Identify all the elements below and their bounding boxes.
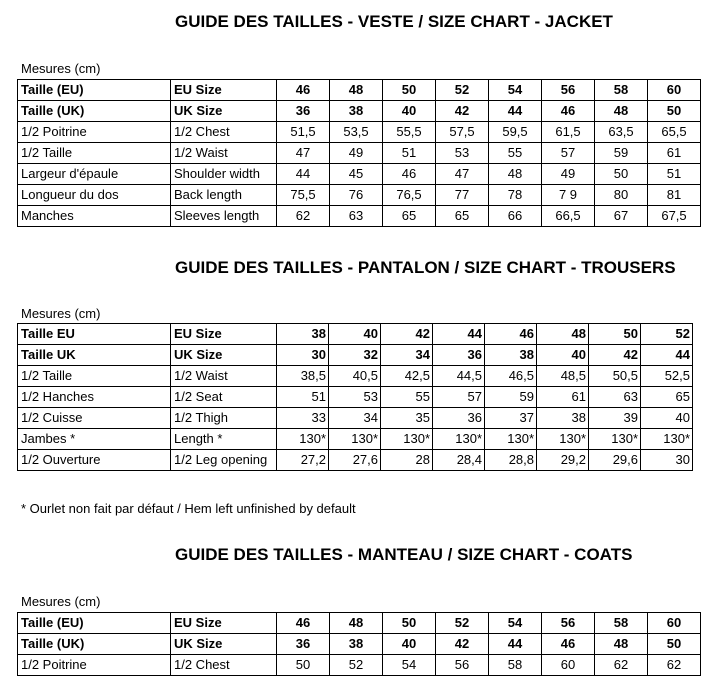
size-value-cell: 34 bbox=[381, 345, 433, 366]
row-label-fr: Taille UK bbox=[18, 345, 171, 366]
size-value-cell: 32 bbox=[329, 345, 381, 366]
size-value-cell: 30 bbox=[641, 450, 693, 471]
size-value-cell: 63,5 bbox=[595, 122, 648, 143]
size-value-cell: 61 bbox=[648, 143, 701, 164]
row-label-fr: Longueur du dos bbox=[18, 185, 171, 206]
size-value-cell: 58 bbox=[595, 80, 648, 101]
size-value-cell: 44 bbox=[489, 101, 542, 122]
row-label-fr: Taille (EU) bbox=[18, 80, 171, 101]
row-label-en: Shoulder width bbox=[171, 164, 277, 185]
jacket-unit-label: Mesures (cm) bbox=[21, 61, 101, 76]
size-value-cell: 63 bbox=[589, 387, 641, 408]
row-label-en: EU Size bbox=[171, 80, 277, 101]
size-value-cell: 28,8 bbox=[485, 450, 537, 471]
table-row bbox=[18, 387, 693, 408]
size-value-cell: 80 bbox=[595, 185, 648, 206]
size-value-cell: 33 bbox=[277, 408, 329, 429]
row-label-fr: 1/2 Ouverture bbox=[18, 450, 171, 471]
size-value-cell: 52 bbox=[641, 324, 693, 345]
size-value-cell: 50 bbox=[383, 80, 436, 101]
size-value-cell: 52,5 bbox=[641, 366, 693, 387]
size-value-cell: 50 bbox=[595, 164, 648, 185]
row-label-fr: Jambes * bbox=[18, 429, 171, 450]
size-value-cell: 42 bbox=[381, 324, 433, 345]
table-row bbox=[18, 429, 693, 450]
size-value-cell: 44 bbox=[489, 634, 542, 655]
size-value-cell: 81 bbox=[648, 185, 701, 206]
coats-unit-label: Mesures (cm) bbox=[21, 594, 101, 609]
size-value-cell: 42,5 bbox=[381, 366, 433, 387]
size-value-cell: 28 bbox=[381, 450, 433, 471]
size-value-cell: 76,5 bbox=[383, 185, 436, 206]
size-value-cell: 51,5 bbox=[277, 122, 330, 143]
size-value-cell: 29,2 bbox=[537, 450, 589, 471]
size-value-cell: 37 bbox=[485, 408, 537, 429]
size-value-cell: 38 bbox=[485, 345, 537, 366]
size-value-cell: 52 bbox=[436, 80, 489, 101]
jacket-size-table bbox=[17, 79, 701, 227]
table-row bbox=[18, 366, 693, 387]
table-row bbox=[18, 450, 693, 471]
row-label-en: Length * bbox=[171, 429, 277, 450]
size-value-cell: 52 bbox=[436, 613, 489, 634]
row-label-fr: Manches bbox=[18, 206, 171, 227]
size-value-cell: 48 bbox=[489, 164, 542, 185]
size-value-cell: 130* bbox=[537, 429, 589, 450]
coats-title: GUIDE DES TAILLES - MANTEAU / SIZE CHART - COATS bbox=[175, 545, 633, 564]
size-value-cell: 34 bbox=[329, 408, 381, 429]
table-row bbox=[18, 345, 693, 366]
size-value-cell: 44 bbox=[641, 345, 693, 366]
size-value-cell: 47 bbox=[436, 164, 489, 185]
size-value-cell: 58 bbox=[489, 655, 542, 676]
size-value-cell: 49 bbox=[330, 143, 383, 164]
size-value-cell: 48 bbox=[537, 324, 589, 345]
size-value-cell: 28,4 bbox=[433, 450, 485, 471]
row-label-fr: Taille EU bbox=[18, 324, 171, 345]
row-label-fr: 1/2 Poitrine bbox=[18, 122, 171, 143]
size-value-cell: 63 bbox=[330, 206, 383, 227]
coats-size-table bbox=[17, 612, 701, 676]
size-value-cell: 27,2 bbox=[277, 450, 329, 471]
table-row bbox=[18, 185, 701, 206]
size-value-cell: 67 bbox=[595, 206, 648, 227]
size-value-cell: 50,5 bbox=[589, 366, 641, 387]
table-row bbox=[18, 613, 701, 634]
size-value-cell: 50 bbox=[648, 101, 701, 122]
size-value-cell: 48 bbox=[595, 101, 648, 122]
table-row bbox=[18, 164, 701, 185]
size-value-cell: 38 bbox=[330, 101, 383, 122]
size-value-cell: 51 bbox=[383, 143, 436, 164]
jacket-title: GUIDE DES TAILLES - VESTE / SIZE CHART - JACKET bbox=[175, 12, 613, 31]
size-value-cell: 42 bbox=[436, 634, 489, 655]
size-value-cell: 76 bbox=[330, 185, 383, 206]
table-row bbox=[18, 324, 693, 345]
size-value-cell: 36 bbox=[433, 345, 485, 366]
size-value-cell: 40 bbox=[329, 324, 381, 345]
row-label-fr: Taille (UK) bbox=[18, 101, 171, 122]
size-value-cell: 62 bbox=[277, 206, 330, 227]
size-value-cell: 56 bbox=[436, 655, 489, 676]
size-value-cell: 66,5 bbox=[542, 206, 595, 227]
row-label-en: 1/2 Waist bbox=[171, 366, 277, 387]
size-value-cell: 38,5 bbox=[277, 366, 329, 387]
size-value-cell: 56 bbox=[542, 613, 595, 634]
size-value-cell: 38 bbox=[330, 634, 383, 655]
size-value-cell: 60 bbox=[648, 80, 701, 101]
size-value-cell: 130* bbox=[589, 429, 641, 450]
size-value-cell: 47 bbox=[277, 143, 330, 164]
table-row bbox=[18, 634, 701, 655]
trousers-title: GUIDE DES TAILLES - PANTALON / SIZE CHART - TROUSERS bbox=[175, 258, 676, 277]
size-value-cell: 36 bbox=[277, 101, 330, 122]
size-value-cell: 46 bbox=[277, 80, 330, 101]
row-label-en: EU Size bbox=[171, 324, 277, 345]
size-value-cell: 46,5 bbox=[485, 366, 537, 387]
size-value-cell: 51 bbox=[648, 164, 701, 185]
size-value-cell: 130* bbox=[641, 429, 693, 450]
size-value-cell: 57 bbox=[542, 143, 595, 164]
table-row bbox=[18, 101, 701, 122]
row-label-fr: Largeur d'épaule bbox=[18, 164, 171, 185]
size-value-cell: 57 bbox=[433, 387, 485, 408]
row-label-en: 1/2 Leg opening bbox=[171, 450, 277, 471]
size-value-cell: 130* bbox=[433, 429, 485, 450]
size-value-cell: 44 bbox=[277, 164, 330, 185]
table-row bbox=[18, 143, 701, 164]
row-label-fr: 1/2 Hanches bbox=[18, 387, 171, 408]
size-value-cell: 50 bbox=[383, 613, 436, 634]
size-value-cell: 55,5 bbox=[383, 122, 436, 143]
size-value-cell: 65,5 bbox=[648, 122, 701, 143]
size-value-cell: 36 bbox=[277, 634, 330, 655]
size-value-cell: 60 bbox=[542, 655, 595, 676]
size-value-cell: 65 bbox=[436, 206, 489, 227]
size-value-cell: 59 bbox=[485, 387, 537, 408]
size-value-cell: 53 bbox=[436, 143, 489, 164]
row-label-en: 1/2 Waist bbox=[171, 143, 277, 164]
size-value-cell: 53,5 bbox=[330, 122, 383, 143]
size-value-cell: 77 bbox=[436, 185, 489, 206]
size-value-cell: 48 bbox=[330, 613, 383, 634]
row-label-fr: 1/2 Poitrine bbox=[18, 655, 171, 676]
size-value-cell: 30 bbox=[277, 345, 329, 366]
size-value-cell: 40 bbox=[537, 345, 589, 366]
row-label-en: UK Size bbox=[171, 101, 277, 122]
row-label-fr: Taille (EU) bbox=[18, 613, 171, 634]
size-value-cell: 62 bbox=[648, 655, 701, 676]
size-value-cell: 75,5 bbox=[277, 185, 330, 206]
size-value-cell: 59 bbox=[595, 143, 648, 164]
size-value-cell: 7 9 bbox=[542, 185, 595, 206]
size-value-cell: 54 bbox=[489, 80, 542, 101]
size-value-cell: 44,5 bbox=[433, 366, 485, 387]
row-label-en: Sleeves length bbox=[171, 206, 277, 227]
size-value-cell: 40,5 bbox=[329, 366, 381, 387]
size-value-cell: 40 bbox=[383, 101, 436, 122]
size-value-cell: 50 bbox=[277, 655, 330, 676]
size-value-cell: 62 bbox=[595, 655, 648, 676]
size-value-cell: 51 bbox=[277, 387, 329, 408]
size-value-cell: 54 bbox=[489, 613, 542, 634]
size-value-cell: 54 bbox=[383, 655, 436, 676]
size-value-cell: 57,5 bbox=[436, 122, 489, 143]
row-label-en: UK Size bbox=[171, 345, 277, 366]
size-value-cell: 58 bbox=[595, 613, 648, 634]
row-label-en: 1/2 Chest bbox=[171, 122, 277, 143]
size-value-cell: 67,5 bbox=[648, 206, 701, 227]
size-value-cell: 49 bbox=[542, 164, 595, 185]
size-value-cell: 130* bbox=[381, 429, 433, 450]
size-value-cell: 66 bbox=[489, 206, 542, 227]
size-value-cell: 45 bbox=[330, 164, 383, 185]
table-row bbox=[18, 80, 701, 101]
size-value-cell: 61,5 bbox=[542, 122, 595, 143]
size-value-cell: 39 bbox=[589, 408, 641, 429]
row-label-en: 1/2 Thigh bbox=[171, 408, 277, 429]
size-value-cell: 46 bbox=[542, 101, 595, 122]
size-value-cell: 35 bbox=[381, 408, 433, 429]
size-value-cell: 42 bbox=[589, 345, 641, 366]
table-row bbox=[18, 408, 693, 429]
size-value-cell: 65 bbox=[641, 387, 693, 408]
size-value-cell: 65 bbox=[383, 206, 436, 227]
row-label-fr: Taille (UK) bbox=[18, 634, 171, 655]
size-value-cell: 78 bbox=[489, 185, 542, 206]
size-value-cell: 53 bbox=[329, 387, 381, 408]
size-value-cell: 46 bbox=[277, 613, 330, 634]
size-value-cell: 46 bbox=[485, 324, 537, 345]
size-value-cell: 46 bbox=[383, 164, 436, 185]
size-value-cell: 50 bbox=[648, 634, 701, 655]
size-value-cell: 55 bbox=[489, 143, 542, 164]
size-value-cell: 56 bbox=[542, 80, 595, 101]
row-label-en: EU Size bbox=[171, 613, 277, 634]
table-row bbox=[18, 655, 701, 676]
size-value-cell: 61 bbox=[537, 387, 589, 408]
size-value-cell: 48 bbox=[330, 80, 383, 101]
size-value-cell: 27,6 bbox=[329, 450, 381, 471]
size-value-cell: 48,5 bbox=[537, 366, 589, 387]
table-row bbox=[18, 122, 701, 143]
size-value-cell: 44 bbox=[433, 324, 485, 345]
row-label-en: 1/2 Seat bbox=[171, 387, 277, 408]
row-label-fr: 1/2 Taille bbox=[18, 143, 171, 164]
row-label-en: 1/2 Chest bbox=[171, 655, 277, 676]
row-label-fr: 1/2 Cuisse bbox=[18, 408, 171, 429]
size-value-cell: 36 bbox=[433, 408, 485, 429]
size-value-cell: 59,5 bbox=[489, 122, 542, 143]
size-value-cell: 29,6 bbox=[589, 450, 641, 471]
size-value-cell: 130* bbox=[329, 429, 381, 450]
size-value-cell: 46 bbox=[542, 634, 595, 655]
trousers-size-table bbox=[17, 323, 693, 471]
size-value-cell: 52 bbox=[330, 655, 383, 676]
row-label-en: Back length bbox=[171, 185, 277, 206]
table-row bbox=[18, 206, 701, 227]
hem-footnote: * Ourlet non fait par défaut / Hem left unfinished by default bbox=[21, 501, 356, 516]
size-value-cell: 38 bbox=[277, 324, 329, 345]
row-label-en: UK Size bbox=[171, 634, 277, 655]
size-value-cell: 42 bbox=[436, 101, 489, 122]
size-value-cell: 130* bbox=[485, 429, 537, 450]
size-value-cell: 60 bbox=[648, 613, 701, 634]
size-value-cell: 40 bbox=[383, 634, 436, 655]
size-value-cell: 50 bbox=[589, 324, 641, 345]
size-value-cell: 55 bbox=[381, 387, 433, 408]
row-label-fr: 1/2 Taille bbox=[18, 366, 171, 387]
size-value-cell: 130* bbox=[277, 429, 329, 450]
trousers-unit-label: Mesures (cm) bbox=[21, 306, 101, 321]
size-value-cell: 38 bbox=[537, 408, 589, 429]
size-value-cell: 48 bbox=[595, 634, 648, 655]
size-value-cell: 40 bbox=[641, 408, 693, 429]
